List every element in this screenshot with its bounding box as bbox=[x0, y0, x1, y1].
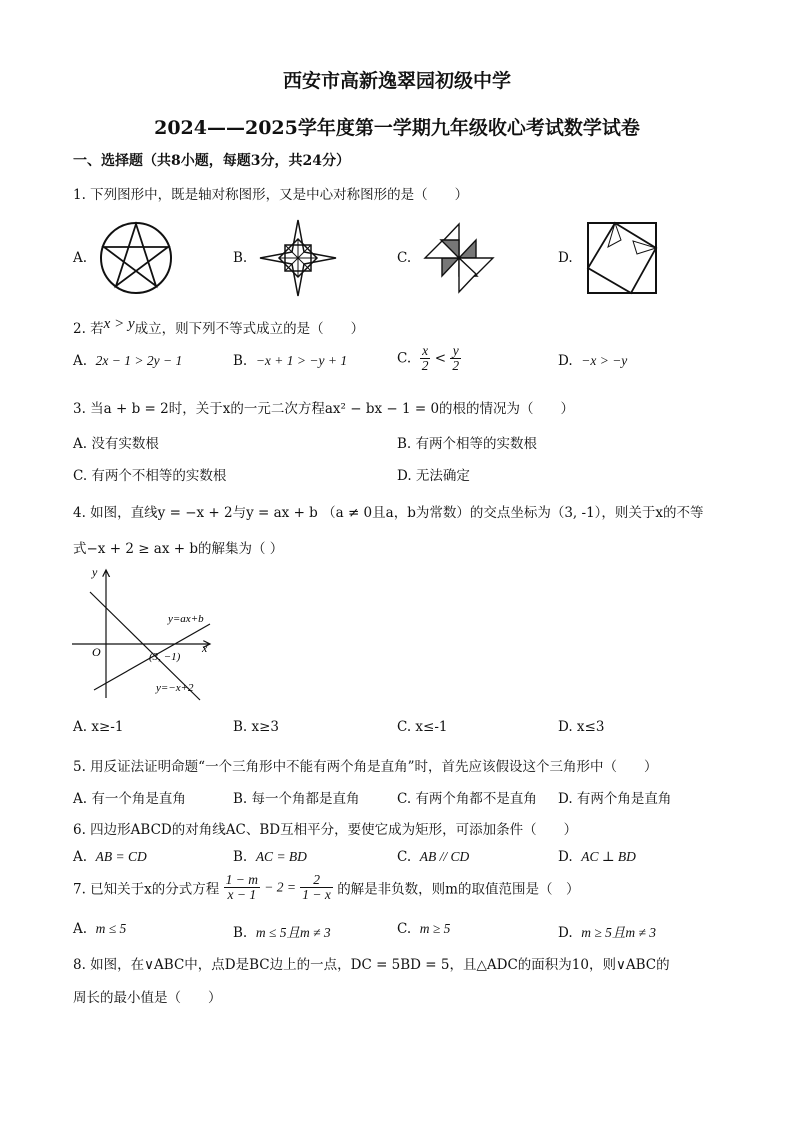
q2-option-c-frac-y: $\frac{y}{2}$ bbox=[452, 343, 460, 374]
q4-option-b: B. x≥3 bbox=[233, 719, 280, 735]
q6-option-b-math: AC = BD bbox=[255, 849, 307, 864]
section-heading: 一、选择题（共8小题，每题3分，共24分） bbox=[73, 153, 350, 169]
q7-option-c bbox=[397, 921, 450, 937]
q3-option-a: A. 没有实数根 bbox=[73, 436, 159, 452]
q5-option-a: A. 有一个角是直角 bbox=[73, 791, 186, 807]
q7-option-b bbox=[233, 921, 331, 941]
q2-option-c bbox=[397, 344, 461, 373]
q8-stem-line1: 8. 如图，在∨ABC中，点D是BC边上的一点，DC = 5BD = 5，且△ADC的面积为10，则∨ABC的 bbox=[73, 957, 670, 973]
q2-condition: x > y bbox=[103, 316, 135, 332]
q4-option-a: A. x≥-1 bbox=[73, 719, 124, 735]
q2-option-c-label: C. bbox=[397, 350, 412, 367]
q5-option-c: C. 有两个角都不是直角 bbox=[397, 791, 537, 807]
q7-option-b-label: B. bbox=[233, 925, 248, 941]
rotated-square-in-square-icon bbox=[585, 220, 659, 300]
q6-option-a bbox=[73, 849, 147, 865]
q7-option-a-math: m ≤ 5 bbox=[95, 921, 127, 936]
q6-option-d-label: D. bbox=[558, 849, 573, 865]
q3-option-c: C. 有两个不相等的实数根 bbox=[73, 468, 227, 484]
q4-line1-label: y=ax+b bbox=[168, 613, 204, 625]
exam-title: 2024——2025学年度第一学期九年级收心考试数学试卷 bbox=[154, 117, 640, 139]
q2-stem bbox=[73, 317, 364, 338]
q7-stem-pre: 7. 已知关于x的分式方程 bbox=[73, 881, 220, 898]
q2-option-b-math: −x + 1 > −y + 1 bbox=[255, 353, 348, 368]
q3-option-d: D. 无法确定 bbox=[397, 468, 470, 484]
q2-option-d-math: −x > −y bbox=[581, 353, 628, 368]
q7-fraction-1: $\frac{1 - m}{x - 1}$ bbox=[225, 872, 258, 903]
q2-option-d bbox=[558, 353, 627, 369]
q2-option-c-op: < bbox=[434, 350, 447, 367]
q4-origin-label: O bbox=[92, 645, 101, 659]
q2-option-c-frac-x: $\frac{x}{2}$ bbox=[421, 343, 429, 374]
q4-point-label: (3, −1) bbox=[149, 651, 181, 663]
q6-stem: 6. 四边形ABCD的对角线AC、BD互相平分，要使它成为矩形，可添加条件（ ） bbox=[73, 822, 578, 838]
q5-stem: 5. 用反证法证明命题“一个三角形中不能有两个角是直角”时，首先应该假设这个三角形中（ ） bbox=[73, 759, 658, 775]
q6-option-a-math: AB = CD bbox=[95, 849, 147, 864]
q6-option-a-label: A. bbox=[73, 849, 88, 865]
q7-fraction-2: $\frac{2}{1 - x}$ bbox=[302, 872, 331, 903]
eight-point-star-icon bbox=[258, 218, 338, 302]
q3-option-b: B. 有两个相等的实数根 bbox=[397, 436, 538, 452]
q7-stem-post: 的解是非负数，则m的取值范围是（ ） bbox=[337, 881, 580, 898]
q2-option-d-label: D. bbox=[558, 353, 573, 369]
q4-stem-line1: 4. 如图，直线y = −x + 2与y = ax + b （a ≠ 0且a，b为常数）的交点坐标为（3, -1），则关于x的不等 bbox=[73, 505, 704, 521]
q6-option-c bbox=[397, 849, 469, 865]
q7-option-a bbox=[73, 921, 126, 937]
q4-y-axis-label: y bbox=[92, 565, 98, 579]
q2-option-b-label: B. bbox=[233, 353, 248, 369]
q4-option-c: C. x≤-1 bbox=[397, 719, 448, 735]
q1-stem: 1. 下列图形中，既是轴对称图形，又是中心对称图形的是（ ） bbox=[73, 187, 469, 203]
q2-stem-pre: 2. 若 bbox=[73, 321, 104, 337]
q6-option-b-label: B. bbox=[233, 849, 248, 865]
q4-x-axis-label: x bbox=[202, 641, 208, 655]
q4-graph bbox=[70, 562, 230, 706]
school-name: 西安市高新逸翠园初级中学 bbox=[282, 70, 511, 92]
pinwheel-icon bbox=[422, 220, 496, 300]
q7-mid: − 2 = bbox=[264, 879, 296, 895]
q4-line2-label: y=−x+2 bbox=[156, 682, 194, 694]
q1-option-b-label: B. bbox=[233, 250, 248, 266]
q7-option-d-label: D. bbox=[558, 925, 573, 941]
q1-option-c-label: C. bbox=[397, 250, 412, 266]
q7-option-d bbox=[558, 921, 656, 941]
q6-option-c-label: C. bbox=[397, 849, 412, 865]
q2-option-a bbox=[73, 353, 182, 369]
q4-option-d: D. x≤3 bbox=[558, 719, 605, 735]
q8-stem-line2: 周长的最小值是（ ） bbox=[73, 990, 222, 1006]
q5-option-d: D. 有两个角是直角 bbox=[558, 791, 672, 807]
q1-option-d-label: D. bbox=[558, 250, 573, 266]
q7-option-c-label: C. bbox=[397, 921, 412, 937]
q7-option-c-math: m ≥ 5 bbox=[419, 921, 451, 936]
q7-option-a-label: A. bbox=[73, 921, 88, 937]
q3-stem: 3. 当a + b = 2时，关于x的一元二次方程ax² − bx − 1 = 0的根的情况为（ ） bbox=[73, 401, 575, 417]
q2-option-a-label: A. bbox=[73, 353, 88, 369]
q2-stem-post: 成立，则下列不等式成立的是（ ） bbox=[134, 321, 365, 337]
q7-option-b-math: m ≤ 5且m ≠ 3 bbox=[255, 925, 331, 940]
q7-option-d-math: m ≥ 5且m ≠ 3 bbox=[581, 925, 657, 940]
q6-option-c-math: AB // CD bbox=[419, 849, 470, 864]
q6-option-d bbox=[558, 849, 636, 865]
q1-option-a-label: A. bbox=[73, 250, 88, 266]
q5-option-b: B. 每一个角都是直角 bbox=[233, 791, 360, 807]
q2-option-a-math: 2x − 1 > 2y − 1 bbox=[95, 353, 183, 368]
q2-option-b bbox=[233, 353, 347, 369]
q4-stem-line2: 式−x + 2 ≥ ax + b的解集为（ ） bbox=[73, 541, 284, 557]
q7-stem bbox=[73, 873, 580, 902]
pentagram-in-circle-icon bbox=[98, 220, 174, 300]
q6-option-b bbox=[233, 849, 307, 865]
q6-option-d-math: AC ⊥ BD bbox=[581, 849, 636, 864]
